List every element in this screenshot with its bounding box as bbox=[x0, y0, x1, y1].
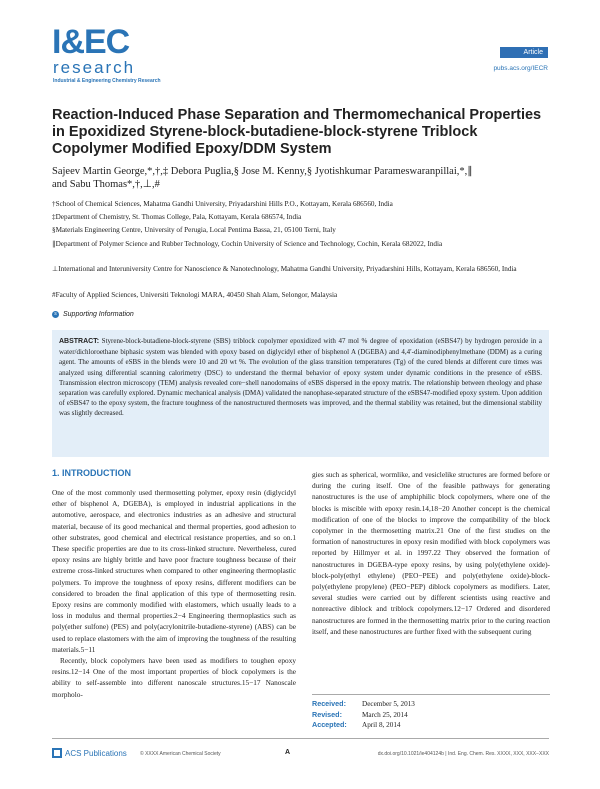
doi-link[interactable]: dx.doi.org/10.1021/ie404124b | Ind. Eng. Chem. Res. XXXX, XXX, XXX−XXX bbox=[377, 751, 549, 757]
journal-url-link[interactable]: pubs.acs.org/IECR bbox=[493, 65, 548, 72]
page-number: A bbox=[285, 749, 291, 756]
acs-logo-icon bbox=[52, 748, 62, 758]
received-date: December 5, 2013 bbox=[362, 700, 415, 708]
publisher-logo bbox=[52, 748, 127, 758]
article-dates bbox=[312, 694, 550, 731]
accepted-label: Accepted: bbox=[312, 720, 347, 729]
affiliation: †School of Chemical Sciences, Mahatma Gandhi University, Priyadarshini Hills P.O., Kottayam, Kerala 686560, India bbox=[52, 200, 393, 208]
info-icon: s bbox=[52, 311, 59, 318]
section-heading-introduction: 1. INTRODUCTION bbox=[52, 468, 132, 478]
body-column-right bbox=[312, 469, 550, 637]
journal-logo: I&EC bbox=[52, 23, 130, 61]
abstract-box bbox=[52, 330, 549, 457]
article-title: Reaction-Induced Phase Separation and Thermomechanical Properties in Epoxidized Styrene-block-butadiene-block-styrene Triblock Copolymer Modified Epoxy/DDM System bbox=[52, 107, 542, 157]
author-line: Sajeev Martin George,*,†,‡ Debora Puglia,§ Jose M. Kenny,§ Jyotishkumar Parameswaranpillai,*,∥ bbox=[52, 166, 473, 177]
affiliation: ∥Department of Polymer Science and Rubber Technology, Cochin University of Science and Technology, Cochin, Kerala 682022, India bbox=[52, 240, 443, 248]
supporting-information-link[interactable] bbox=[52, 311, 134, 318]
paragraph: One of the most commonly used thermosetting polymer, epoxy resin (diglycidyl ether of bisphenol A, DGEBA), is employed in industrial applications in the automotive, aerospace, and electronics industries as an adhesive and structural material, because of its good mechanical and thermal properties, good adhesion to other substrates, good chemical and electrical resistance properties, and so on.1 These specific properties are due to its cross-linked structure. Nevertheless, cured epoxy resins are highly brittle and have poor fracture toughness because of their extreme cross-linked structures when compared to other engineering thermoplastic polymers. To improve the toughness of epoxy resins, different modifiers can be considered to broaden the final application of this type of thermosetting resin. Epoxy resins are commonly modified with elastomers, which usually leads to a loss in modulus and thermal properties.2−4 Engineering thermoplastics such as poly(ether sulfone) (PES) and poly(acrylonitrile-butadiene-styrene) (ABS) can be used to replace elastomers with the aim of improving the toughness of the resulting materials.5−11 bbox=[52, 488, 296, 654]
copyright-notice: © XXXX American Chemical Society bbox=[140, 751, 221, 757]
affiliation: ⊥International and Interuniversity Centre for Nanoscience & Nanotechnology, Mahatma Gandhi University, Priyadarshini Hills, Kottayam, Kerala 686560, India bbox=[52, 265, 517, 273]
supporting-information-label: Supporting Information bbox=[63, 311, 134, 318]
affiliation: §Materials Engineering Centre, University of Perugia, Local Pentima Bassa, 21, 05100 Terni, Italy bbox=[52, 226, 336, 234]
revised-date: March 25, 2014 bbox=[362, 710, 408, 719]
abstract-label: ABSTRACT: bbox=[59, 338, 100, 345]
paragraph: Recently, block copolymers have been used as modifiers to toughen epoxy resins.12−14 One of the most important properties of block copolymers is the ability to self-assemble into different nanoscale structures.15−17 Nanoscale morpholo- bbox=[52, 656, 296, 699]
publisher-name: ACS Publications bbox=[65, 748, 127, 758]
journal-logo-subtitle: Industrial & Engineering Chemistry Research bbox=[53, 78, 161, 84]
abstract-text: Styrene-block-butadiene-block-styrene (SBS) triblock copolymer epoxidized with 47 mol % degree of epoxidation (eSBS47) by hydrogen peroxide in a water/dichloroethane biphasic system was blended with epoxy based on diglycidyl ether of bisphenol A (DGEBA) and 4,4′-diaminodiphenylmethane (DDM) as a curing agent. The amounts of eSBS in the blends were 10 and 20 wt %. The evolution of the glass transition temperatures (Tg) of the cured blends at different cure times was analyzed using differential scanning calorimetry (DSC) to understand the thermal behavior of epoxy system under dynamic conditions in the presence of eSBS. Transmission electron microscopy (TEM) analysis revealed core−shell nanodomains of eSBS dispersed in the epoxy matrix. The relationship between rheology and phase separation was carefully explored. Dynamic mechanical analysis (DMA) validated the nanophase-separated structure of the eSBS47-modified epoxy system. Upon addition of eSBS47 to the epoxy system, the fracture toughness of the nanostructured thermosets was improved, and the thermal stability was retained, but the dimensional stability was slightly decreased. bbox=[59, 337, 543, 418]
accepted-date: April 8, 2014 bbox=[362, 721, 401, 729]
affiliation: ‡Department of Chemistry, St. Thomas College, Pala, Kottayam, Kerala 686574, India bbox=[52, 213, 302, 221]
body-column-left bbox=[52, 487, 296, 700]
article-badge: Article bbox=[500, 47, 548, 58]
author-list bbox=[52, 165, 552, 191]
affiliation: #Faculty of Applied Sciences, Universiti Teknologi MARA, 40450 Shah Alam, Selongor, Malaysia bbox=[52, 291, 338, 299]
paragraph: gies such as spherical, wormlike, and vesiclelike structures are formed before or during the curing itself. One of the feasible pathways for generating nanostructures is the use of amphiphilic block copolymers, where one of the blocks is miscible with epoxy resin.14,18−20 Another concept is the chemical modification of one of the blocks to improve the compatibility of the block copolymer in the thermosetting matrix.21 One of the first studies on the formation of nanostructures in epoxy resin modified with block copolymers was reported by Hillmyer et al. in 1997.22 They observed the formation of nanostructures in DGEBA-type epoxy resins, by using poly(ethylene oxide)-block-poly(ethyl ethylene) (PEO−PEE) and poly(ethylene oxide)-block-poly(ethylene propylene) (PEO−PEP) diblock copolymers as modifiers. Later, several studies were carried out by different scientists using reactive and nonreactive diblock and triblock copolymers.12−17 Ordered and disordered nanostructures are formed in the thermosetting matrix prior to the curing reaction itself, and these nanostructures are further fixed with the subsequent curing bbox=[312, 470, 550, 636]
revised-label: Revised: bbox=[312, 709, 342, 719]
received-label: Received: bbox=[312, 699, 346, 708]
journal-logo-research: research bbox=[53, 58, 136, 77]
footer-divider bbox=[52, 738, 549, 739]
author-line: and Sabu Thomas*,†,⊥,# bbox=[52, 179, 160, 190]
